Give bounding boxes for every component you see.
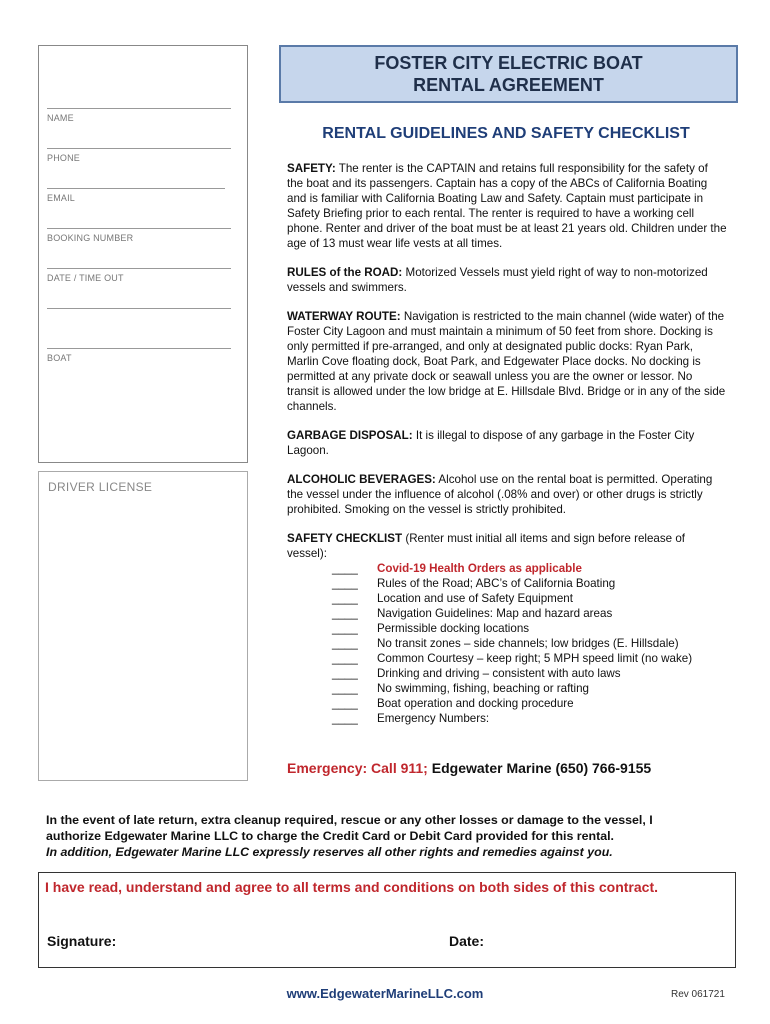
checklist-item-text: Emergency Numbers: <box>377 712 490 725</box>
checklist-item <box>287 606 727 621</box>
late-notice-line-1: In the event of late return, extra cleanup required, rescue or any other losses or damage to the vessel, I <box>46 813 653 827</box>
route-body: Navigation is restricted to the main channel (wide water) of the Foster City Lagoon and must maintain a minimum of 50 feet from shore. Docking is only permitted if pre-arranged, and only at designated public docks: Ryan Park, Marlin Cove floating dock, Boat Park, and Edgewater Place docks. No docking is permitted at any private dock or seawall unless you are the owner or lessor. No transit is allowed under the low bridge at E. Hillsdale Blvd. Bridge or in any of the side channels. <box>287 310 726 413</box>
date-time-out-line <box>47 268 231 269</box>
garbage-body: It is illegal to dispose of any garbage in the Foster City Lagoon. <box>287 429 695 457</box>
route-section <box>287 309 727 414</box>
alcohol-section <box>287 472 727 517</box>
safety-section <box>287 161 727 251</box>
name-line <box>47 108 231 109</box>
guidelines-content <box>287 161 727 726</box>
boat-field[interactable] <box>47 348 231 363</box>
title-line-1: FOSTER CITY ELECTRIC BOAT <box>374 53 643 73</box>
checklist-item-text: No swimming, fishing, beaching or rafting <box>377 682 590 695</box>
checklist-item-text: Covid-19 Health Orders as applicable <box>377 562 582 575</box>
checklist-item-text: Rules of the Road; ABC’s of California Boating <box>377 577 616 590</box>
name-label: NAME <box>47 113 74 123</box>
checklist-item <box>287 651 727 666</box>
initial-blank[interactable]: ____ <box>332 652 358 665</box>
checklist-item <box>287 621 727 636</box>
extra-field[interactable] <box>47 308 231 309</box>
checklist-item <box>287 636 727 651</box>
checklist-heading: SAFETY CHECKLIST <box>287 532 403 545</box>
initial-blank[interactable]: ____ <box>332 607 358 620</box>
extra-line <box>47 308 231 309</box>
alcohol-heading: ALCOHOLIC BEVERAGES: <box>287 473 436 486</box>
safety-checklist <box>287 561 727 726</box>
booking-number-line <box>47 228 231 229</box>
checklist-item <box>287 591 727 606</box>
initial-blank[interactable]: ____ <box>332 622 358 635</box>
initial-blank[interactable]: ____ <box>332 712 358 725</box>
checklist-item-text: No transit zones – side channels; low bridges (E. Hillsdale) <box>377 637 679 650</box>
checklist-item-text: Permissible docking locations <box>377 622 530 635</box>
initial-blank[interactable]: ____ <box>332 697 358 710</box>
late-notice-line-3: In addition, Edgewater Marine LLC expressly reserves all other rights and remedies against you. <box>46 845 613 859</box>
safety-heading: SAFETY: <box>287 162 336 175</box>
date-time-out-field[interactable] <box>47 268 231 283</box>
checklist-item-text: Drinking and driving – consistent with auto laws <box>377 667 621 680</box>
initial-blank[interactable]: ____ <box>332 667 358 680</box>
late-notice-line-2: authorize Edgewater Marine LLC to charge the Credit Card or Debit Card provided for this rental. <box>46 829 614 843</box>
emergency-call: Emergency: Call 911; <box>287 760 428 776</box>
email-field[interactable] <box>47 188 225 203</box>
initial-blank[interactable]: ____ <box>332 682 358 695</box>
checklist-item-text: Boat operation and docking procedure <box>377 697 574 710</box>
checklist-item <box>287 666 727 681</box>
email-line <box>47 188 225 189</box>
checklist-item-text: Common Courtesy – keep right; 5 MPH speed limit (no wake) <box>377 652 693 665</box>
agreement-statement: I have read, understand and agree to all terms and conditions on both sides of this contract. <box>45 879 658 895</box>
garbage-heading: GARBAGE DISPOSAL: <box>287 429 413 442</box>
route-heading: WATERWAY ROUTE: <box>287 310 401 323</box>
title-banner <box>279 45 738 103</box>
initial-blank[interactable]: ____ <box>332 577 358 590</box>
rules-section <box>287 265 727 295</box>
name-field[interactable] <box>47 108 231 123</box>
date-field[interactable]: Date: <box>449 933 485 949</box>
emergency-line <box>287 760 651 776</box>
checklist-item-text: Navigation Guidelines: Map and hazard areas <box>377 607 613 620</box>
booking-number-label: BOOKING NUMBER <box>47 233 134 243</box>
phone-label: PHONE <box>47 153 81 163</box>
checklist-section <box>287 531 727 561</box>
boat-line <box>47 348 231 349</box>
checklist-item <box>287 696 727 711</box>
alcohol-body: Alcohol use on the rental boat is permitted. Operating the vessel under the influence of alcohol (.08% and over) or other drugs is strictly prohibited. Smoking on the vessel is strictly prohibited. <box>287 473 713 516</box>
signature-box <box>38 872 736 968</box>
booking-number-field[interactable] <box>47 228 231 243</box>
initial-blank[interactable]: ____ <box>332 637 358 650</box>
checklist-item-text: Location and use of Safety Equipment <box>377 592 573 605</box>
garbage-section <box>287 428 727 458</box>
driver-license-label: DRIVER LICENSE <box>48 480 153 494</box>
signature-field[interactable]: Signature: <box>47 933 117 949</box>
late-return-notice <box>46 812 736 860</box>
emergency-contact: Edgewater Marine (650) 766-9155 <box>431 760 652 776</box>
phone-line <box>47 148 231 149</box>
date-time-out-label: DATE / TIME OUT <box>47 273 124 283</box>
footer-website-link[interactable]: www.EdgewaterMarineLLC.com <box>286 986 484 1001</box>
title-line-2: RENTAL AGREEMENT <box>413 75 604 95</box>
safety-body: The renter is the CAPTAIN and retains full responsibility for the safety of the boat and its passengers. Captain has a copy of the ABCs of California Boating and is familiar with California Boating Law and Safety. Captain must participate in Safety Briefing prior to each rental. The renter is required to have a working cell phone. Renter and driver of the boat must be at least 21 years old. Children under the age of 13 must wear life vests at all times. <box>287 162 727 250</box>
page-subtitle: RENTAL GUIDELINES AND SAFETY CHECKLIST <box>322 125 690 142</box>
renter-info-box <box>38 45 248 463</box>
email-label: EMAIL <box>47 193 76 203</box>
boat-label: BOAT <box>47 353 72 363</box>
checklist-item <box>287 711 727 726</box>
revision-label: Rev 061721 <box>671 989 725 1000</box>
driver-license-box[interactable] <box>38 471 248 781</box>
rules-heading: RULES of the ROAD: <box>287 266 403 279</box>
checklist-item <box>287 576 727 591</box>
phone-field[interactable] <box>47 148 231 163</box>
initial-blank[interactable]: ____ <box>332 592 358 605</box>
checklist-item <box>287 561 727 576</box>
checklist-instructions: (Renter must initial all items and sign before release of vessel): <box>287 532 685 560</box>
checklist-item <box>287 681 727 696</box>
rules-body: Motorized Vessels must yield right of way to non-motorized vessels and swimmers. <box>287 266 708 294</box>
initial-blank[interactable]: ____ <box>332 562 358 575</box>
